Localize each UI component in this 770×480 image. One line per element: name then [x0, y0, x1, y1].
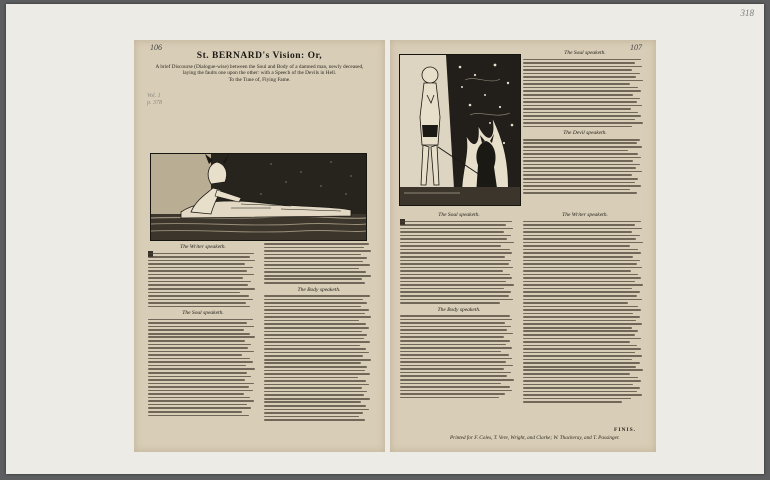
- mounting-board: [6, 4, 764, 474]
- section-heading: The Soul speaketh.: [438, 212, 480, 218]
- pencil-note: [147, 93, 162, 107]
- section-heading: The Soul speaketh.: [564, 50, 606, 56]
- text-column-a: [148, 242, 258, 447]
- woodcut-reclining-figure: [150, 153, 367, 241]
- section-heading: The Body speaketh.: [437, 306, 481, 313]
- section-heading: The Body speaketh.: [297, 286, 341, 293]
- text-column-right-top: [523, 48, 647, 208]
- section-heading: The Writer speaketh.: [180, 244, 226, 250]
- imprint-line: Printed for F. Coles, T. Vere, Wright, and Clarke; W. Thackeray, and T. Passinger.: [450, 435, 620, 441]
- text-column-right-b: [523, 210, 647, 425]
- right-page: [390, 40, 656, 452]
- woodcut-illustration: [400, 55, 520, 205]
- section-heading: The Writer speaketh.: [562, 212, 608, 218]
- woodcut-standing-figure: [399, 54, 521, 206]
- woodcut-illustration: [151, 154, 366, 240]
- subtitle-line: laying the faults one upon the other: with a Speech of the Devils in Hell.: [182, 70, 337, 77]
- subtitle-line: A brief Discourse (Dialogue-wise) between the Soul and Body of a damned man, newly deceased,: [155, 64, 364, 70]
- pencil-note-line: Vol. 1: [147, 93, 161, 99]
- subtitle-line: To the Tune of, Flying Fame.: [228, 76, 291, 83]
- page-title: St. BERNARD's Vision: Or,: [196, 51, 323, 61]
- left-folio: 106: [150, 43, 162, 52]
- section-heading: The Soul speaketh.: [182, 310, 224, 317]
- left-page: [134, 40, 385, 452]
- mount-number: 318: [740, 8, 754, 18]
- text-column-b: [264, 242, 374, 447]
- subtitle: [144, 64, 375, 83]
- text-column-right-a: [400, 210, 518, 430]
- finis-mark: FINIS.: [613, 427, 636, 433]
- pencil-note-line: p. 378: [147, 100, 162, 106]
- right-folio: 107: [630, 43, 642, 52]
- section-heading: The Devil speaketh.: [563, 130, 607, 137]
